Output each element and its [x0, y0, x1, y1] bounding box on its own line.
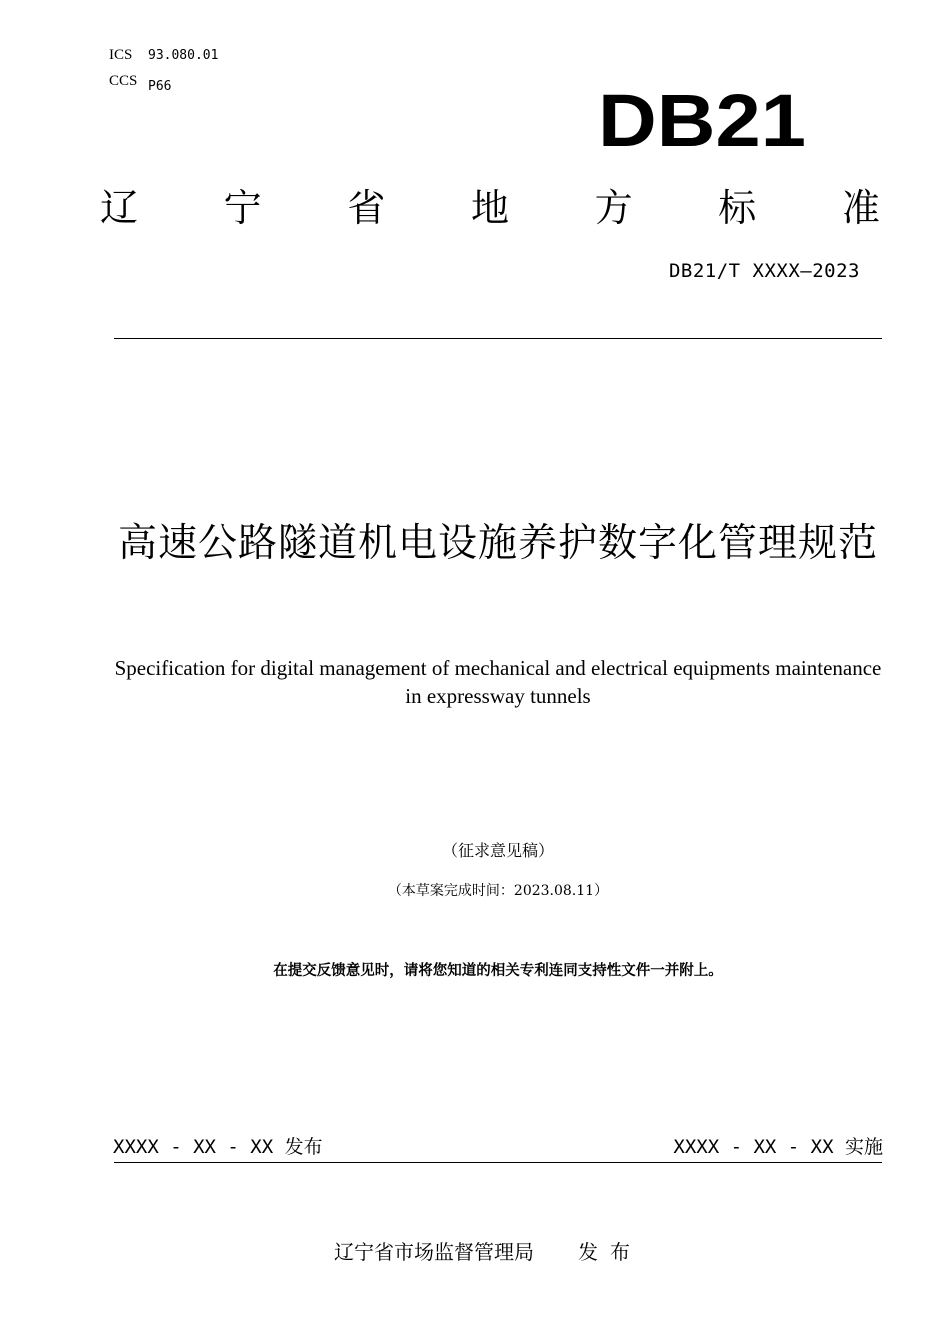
standard-type-char: 辽	[100, 186, 139, 230]
ics-label: ICS	[109, 47, 133, 63]
db21-logo-text: DB21	[598, 86, 806, 156]
issuer-name: 辽宁省市场监督管理局	[334, 1240, 534, 1264]
standard-type-char: 宁	[223, 186, 262, 230]
ccs-code: P66	[148, 79, 172, 94]
standard-type-char: 地	[470, 186, 509, 230]
standard-type-char: 标	[718, 186, 757, 230]
ccs-label: CCS	[109, 73, 138, 89]
publish-date: XXXX - XX - XX 发布	[113, 1136, 323, 1158]
standard-type-char: 省	[347, 186, 386, 230]
document-title-chinese: 高速公路隧道机电设施养护数字化管理规范	[117, 521, 878, 566]
patent-notice: 在提交反馈意见时，请将您知道的相关专利连同支持性文件一并附上。	[273, 963, 723, 979]
draft-completion-date: （本草案完成时间：2023.08.11）	[387, 883, 609, 899]
bottom-divider	[114, 1162, 882, 1163]
standard-number: DB21/T XXXX—2023	[668, 260, 860, 282]
standard-type-heading	[100, 183, 880, 233]
top-divider	[114, 338, 882, 339]
issuer-action: 发布	[578, 1240, 642, 1264]
draft-status: （征求意见稿）	[441, 841, 554, 860]
effective-date: XXXX - XX - XX 实施	[673, 1136, 883, 1158]
standard-type-char: 准	[841, 186, 880, 230]
db21-logo	[598, 86, 808, 156]
standard-type-char: 方	[594, 186, 633, 230]
issuer-line	[0, 1236, 950, 1265]
document-title-english: Specification for digital management of mechanical and electrical equipments maintenance in expressway tunnels	[114, 656, 882, 708]
ics-code: 93.080.01	[148, 48, 219, 63]
